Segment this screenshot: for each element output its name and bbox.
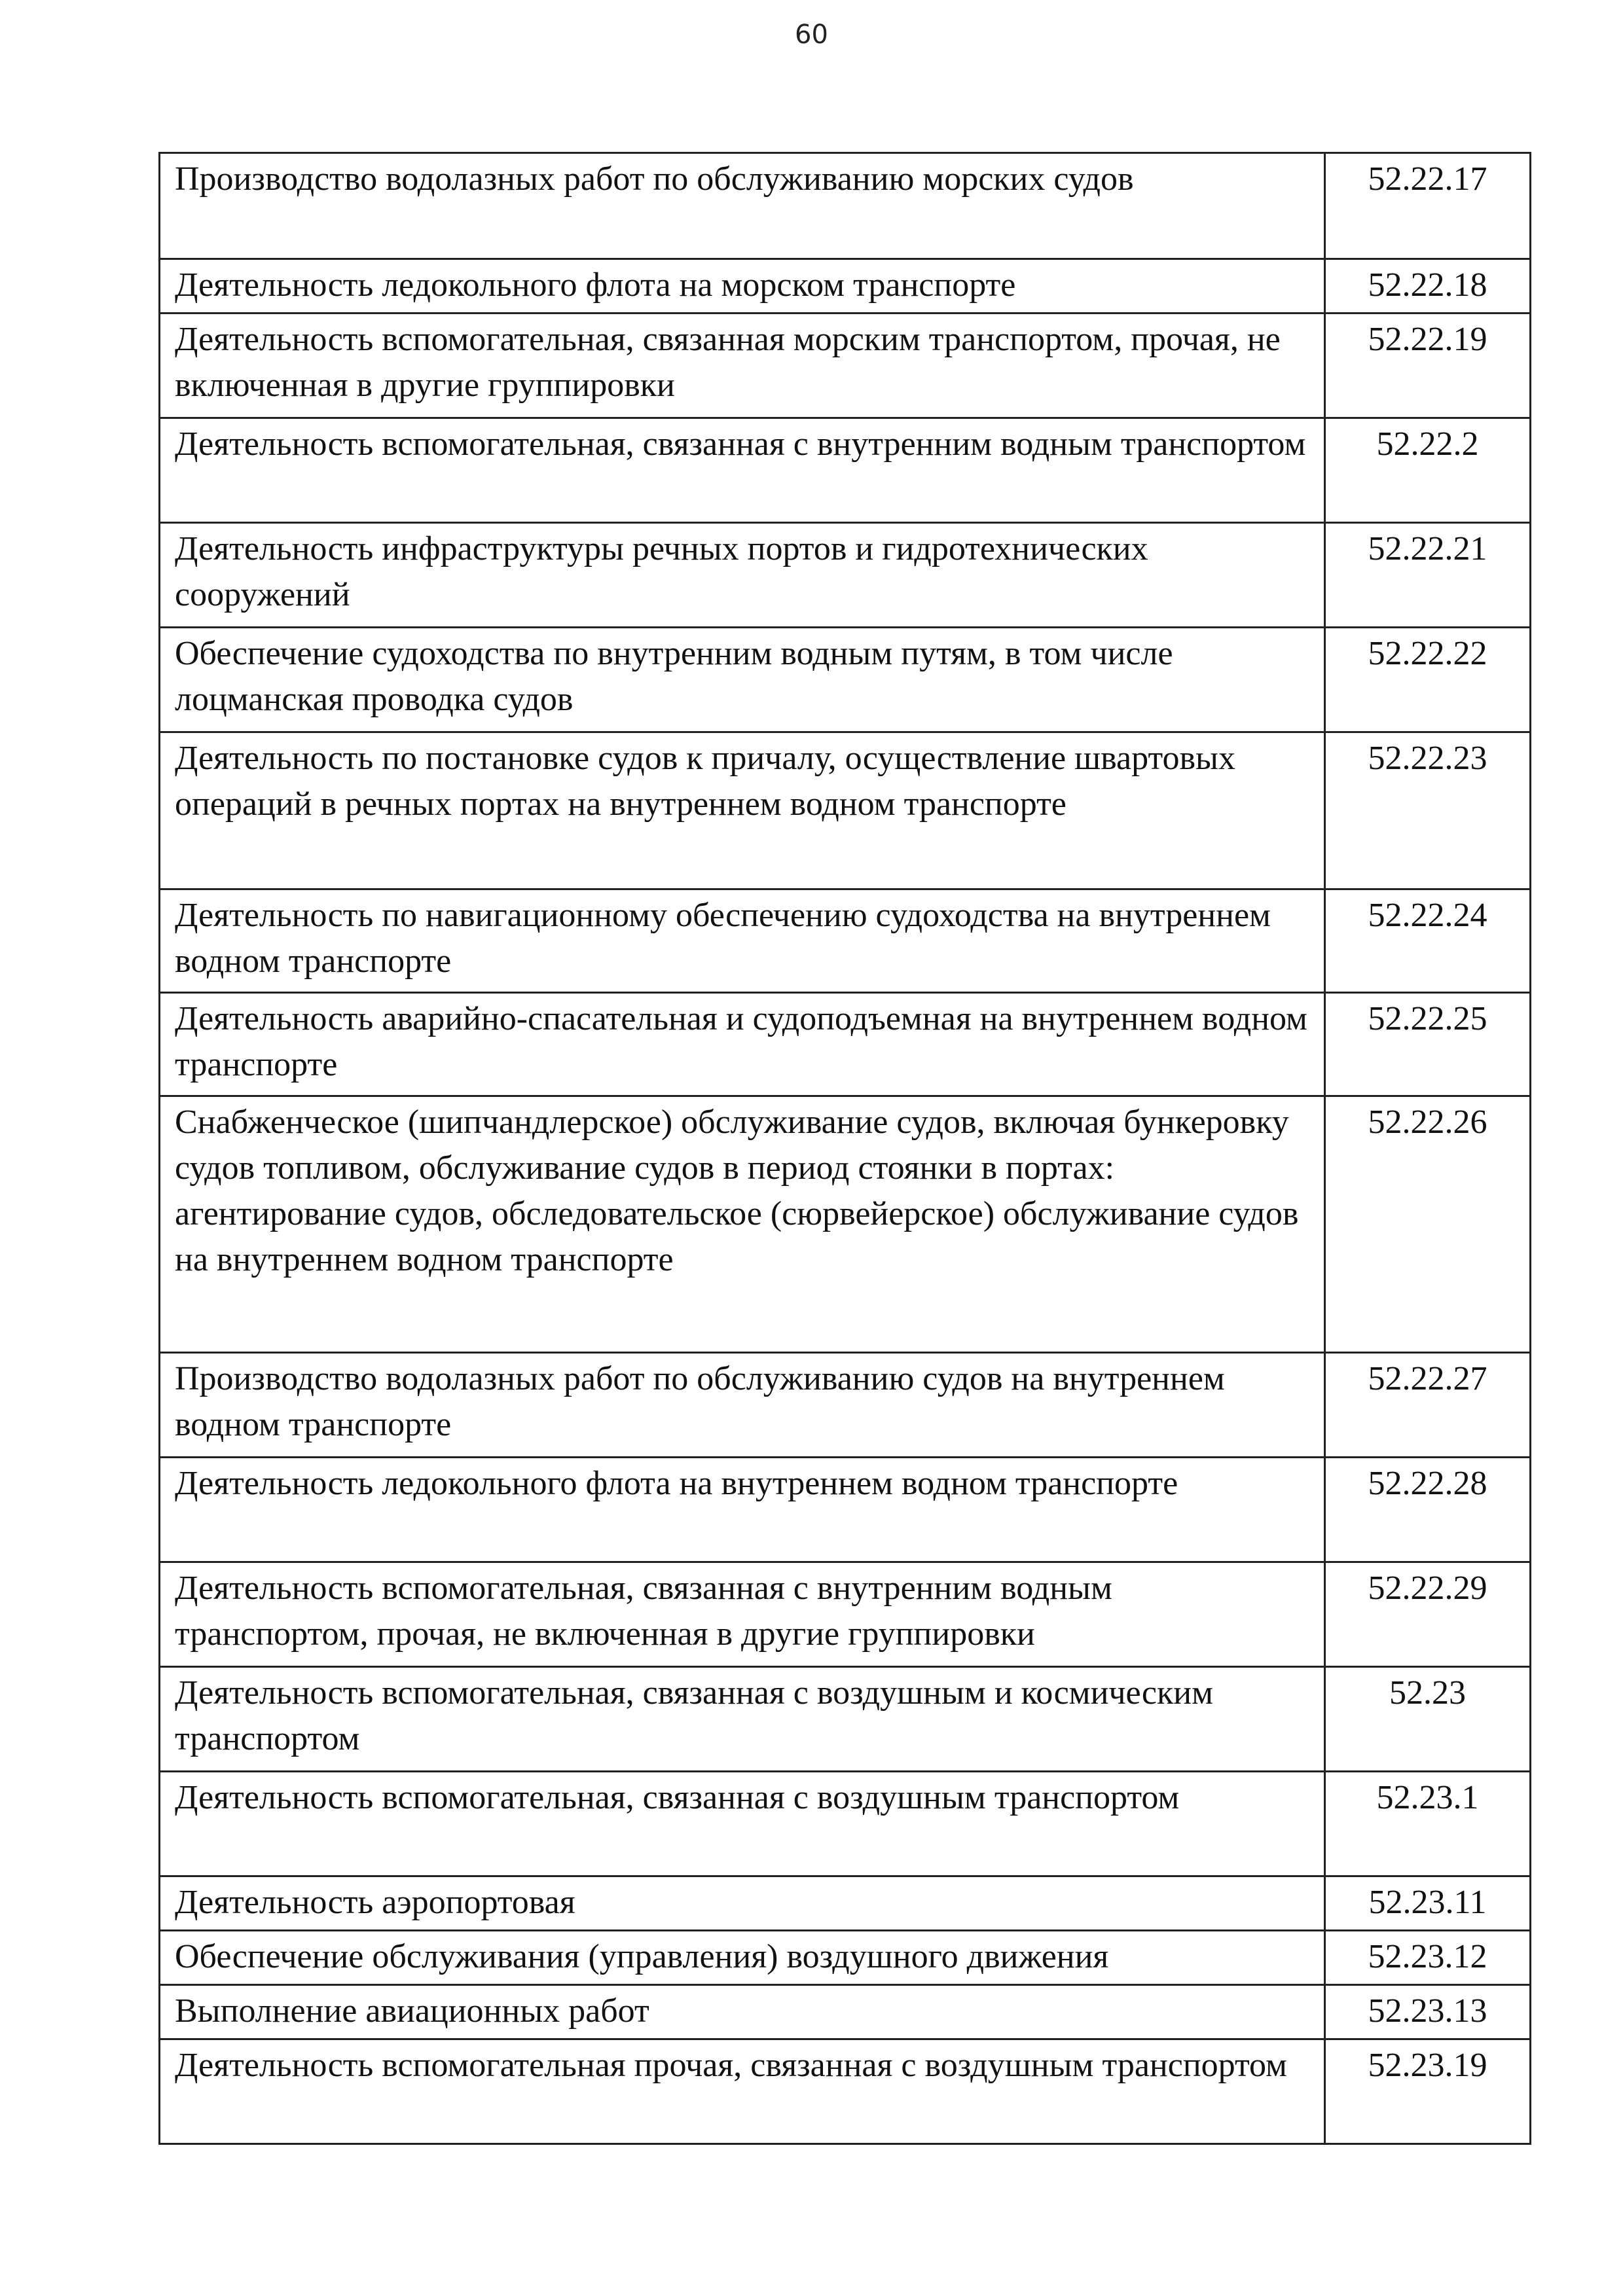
table-row [160, 1458, 1531, 1562]
activity-name: Обеспечение обслуживания (управления) воздушного движения [160, 1931, 1325, 1985]
activity-code: 52.22.17 [1325, 153, 1531, 259]
activity-name: Деятельность по навигационному обеспечению судоходства на внутреннем водном транспорте [160, 889, 1325, 993]
activity-name: Деятельность ледокольного флота на морском транспорте [160, 259, 1325, 314]
table-row [160, 314, 1531, 418]
activity-code: 52.22.23 [1325, 732, 1531, 889]
activity-code: 52.22.2 [1325, 418, 1531, 523]
activity-code: 52.22.18 [1325, 259, 1531, 314]
activity-code: 52.22.21 [1325, 523, 1531, 628]
activity-code: 52.22.19 [1325, 314, 1531, 418]
activity-codes-table [158, 152, 1531, 2145]
table-row [160, 732, 1531, 889]
table-row [160, 993, 1531, 1096]
table-row [160, 1667, 1531, 1772]
page-number: 60 [795, 20, 828, 50]
table-row [160, 153, 1531, 259]
table-row [160, 628, 1531, 732]
activity-name: Деятельность вспомогательная, связанная морским транспортом, прочая, не включенная в другие группировки [160, 314, 1325, 418]
activity-code: 52.23 [1325, 1667, 1531, 1772]
table-row [160, 418, 1531, 523]
activity-name: Деятельность инфраструктуры речных портов и гидротехнических сооружений [160, 523, 1325, 628]
activity-code: 52.22.22 [1325, 628, 1531, 732]
activity-code: 52.22.24 [1325, 889, 1531, 993]
table-row [160, 1876, 1531, 1931]
table-row [160, 1985, 1531, 2039]
activity-name: Деятельность аварийно-спасательная и судоподъемная на внутреннем водном транспорте [160, 993, 1325, 1096]
table-row [160, 1096, 1531, 1353]
table-row [160, 1931, 1531, 1985]
activity-name: Деятельность по постановке судов к причалу, осуществление швартовых операций в речных портах на внутреннем водном транспорте [160, 732, 1325, 889]
table-row [160, 889, 1531, 993]
table-row [160, 2039, 1531, 2144]
table-row [160, 259, 1531, 314]
activity-code: 52.22.28 [1325, 1458, 1531, 1562]
activity-name: Производство водолазных работ по обслуживанию морских судов [160, 153, 1325, 259]
activity-code: 52.22.25 [1325, 993, 1531, 1096]
activity-code: 52.23.11 [1325, 1876, 1531, 1931]
activity-name: Выполнение авиационных работ [160, 1985, 1325, 2039]
activity-name: Деятельность вспомогательная, связанная с воздушным и космическим транспортом [160, 1667, 1325, 1772]
activity-name: Деятельность вспомогательная прочая, связанная с воздушным транспортом [160, 2039, 1325, 2144]
table-row [160, 1353, 1531, 1458]
activity-code: 52.22.27 [1325, 1353, 1531, 1458]
activity-name: Деятельность аэропортовая [160, 1876, 1325, 1931]
activity-name: Деятельность вспомогательная, связанная с внутренним водным транспортом [160, 418, 1325, 523]
table-row [160, 1562, 1531, 1667]
table-row [160, 523, 1531, 628]
activity-name: Снабженческое (шипчандлерское) обслуживание судов, включая бункеровку судов топливом, обслуживание судов в период стоянки в портах: агентирование судов, обследовательское (сюрвейерское) обслуживание судов на внутреннем водном транспорте [160, 1096, 1325, 1353]
activity-code: 52.23.19 [1325, 2039, 1531, 2144]
activity-name: Деятельность ледокольного флота на внутреннем водном транспорте [160, 1458, 1325, 1562]
activity-name: Деятельность вспомогательная, связанная с внутренним водным транспортом, прочая, не включенная в другие группировки [160, 1562, 1325, 1667]
activity-code: 52.22.26 [1325, 1096, 1531, 1353]
table-row [160, 1772, 1531, 1876]
activity-name: Производство водолазных работ по обслуживанию судов на внутреннем водном транспорте [160, 1353, 1325, 1458]
activity-code: 52.23.13 [1325, 1985, 1531, 2039]
activity-name: Обеспечение судоходства по внутренним водным путям, в том числе лоцманская проводка судов [160, 628, 1325, 732]
activity-name: Деятельность вспомогательная, связанная с воздушным транспортом [160, 1772, 1325, 1876]
activity-code: 52.23.1 [1325, 1772, 1531, 1876]
activity-code: 52.22.29 [1325, 1562, 1531, 1667]
activity-code: 52.23.12 [1325, 1931, 1531, 1985]
